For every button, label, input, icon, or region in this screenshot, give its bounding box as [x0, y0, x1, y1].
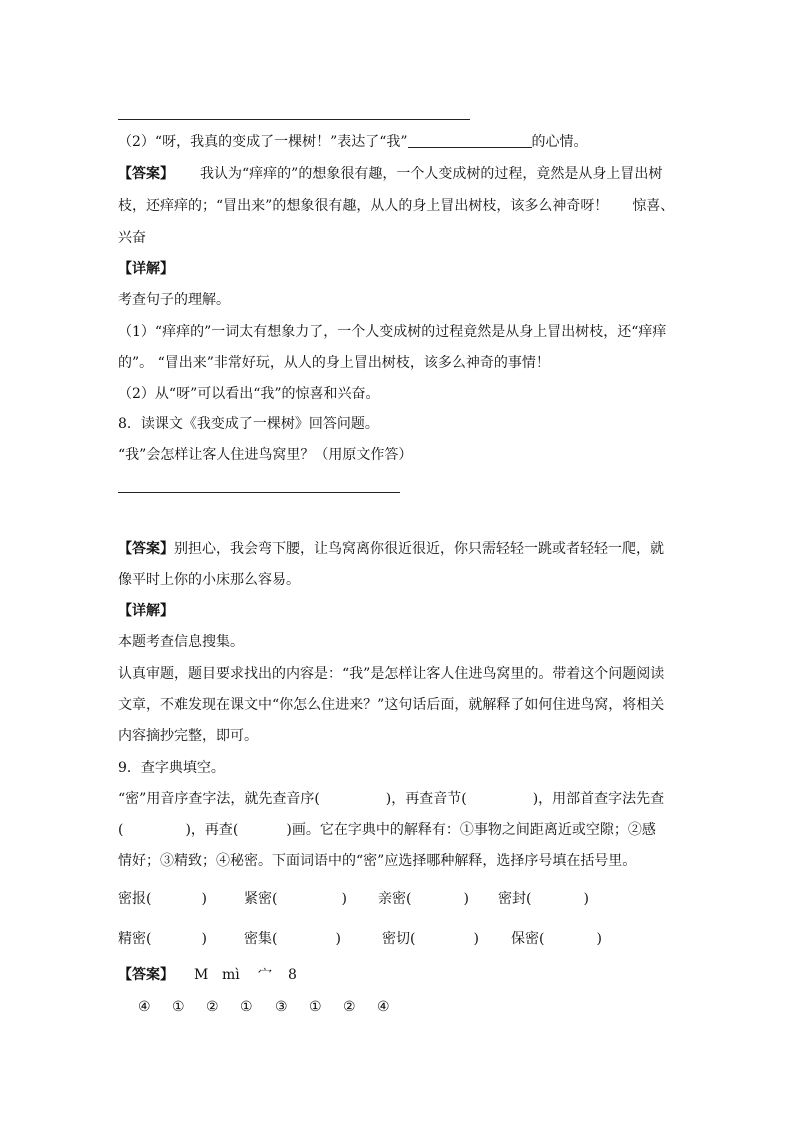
answer-label: 【答案】	[118, 967, 174, 983]
answer-label: 【答案】	[118, 541, 174, 557]
word-jingmi[interactable]	[118, 929, 207, 949]
close-paren: )	[596, 931, 602, 947]
q9-answer-yinxu: M	[194, 967, 209, 983]
q7-answer-line2	[118, 196, 674, 216]
circle-answer-2: ①	[172, 999, 185, 1015]
detail-label: 【详解】	[118, 261, 174, 277]
circle-answer-1: ④	[138, 999, 151, 1015]
close-paren: )	[335, 931, 341, 947]
q9-text: “密”用音序查字法，就先查音序(	[118, 791, 320, 807]
q8-title: 8．读课文《我变成了一棵树》回答问题。	[118, 416, 379, 432]
q7-answer-line1	[118, 164, 662, 184]
q9-answer-yinjie: mì	[222, 967, 240, 983]
detail-label: 【详解】	[118, 603, 174, 619]
q9-line2	[118, 820, 656, 840]
q9-title: 9．查字典填空。	[118, 760, 225, 776]
word-mifeng[interactable]	[498, 889, 589, 909]
q9-text: )，再查音节(	[385, 791, 467, 807]
q7-part2-prefix: （2）“呀，我真的变成了一棵树！”表达了“我”	[118, 134, 408, 150]
circle-answer-3: ②	[206, 999, 219, 1015]
q9-text: )画。它在字典中的解释有：①事物之间距离近或空隙；②感	[286, 822, 656, 838]
word-miqie[interactable]	[382, 929, 479, 949]
word-label: 密封(	[498, 891, 532, 907]
detail-line2: 文章，不难发现在课文中“你怎么住进来？”这句话后面，就解释了如何住进鸟窝，将相关	[118, 697, 665, 713]
word-label: 密集(	[244, 931, 278, 947]
word-jinmi[interactable]	[244, 889, 347, 909]
word-label: 精密(	[118, 931, 152, 947]
detail-p1-line1: （1）“痒痒的”一词太有想象力了，一个人变成树的过程竟然是从身上冒出树枝，还“痒痒	[118, 324, 667, 340]
q7-part2-blank[interactable]	[408, 133, 532, 148]
word-label: 密切(	[382, 931, 416, 947]
answer-text-tail: 惊喜、	[632, 198, 675, 214]
close-paren: )	[201, 891, 207, 907]
word-label: 密报(	[118, 891, 152, 907]
circle-answer-4: ①	[240, 999, 253, 1015]
q8-answer-line[interactable]	[118, 492, 400, 493]
close-paren: )	[201, 931, 207, 947]
q9-line1	[118, 789, 664, 809]
q9-answer-bihua: 8	[288, 967, 297, 983]
word-miji[interactable]	[244, 929, 341, 949]
q7-answer-line3: 兴奋	[118, 230, 146, 246]
circle-answer-7: ②	[343, 999, 356, 1015]
answer-text: 我认为“痒痒的”的想象很有趣，一个人变成树的过程，竟然是从身上冒出树	[200, 166, 663, 182]
q9-text: )，再查(	[185, 822, 239, 838]
detail-line1: 认真审题，题目要求找出的内容是：“我”是怎样让客人住进鸟窝里的。带着这个问题阅读	[118, 666, 665, 682]
q7-part2-suffix: 的心情。	[531, 134, 588, 150]
answer-text: 别担心，我会弯下腰，让鸟窝离你很近很近，你只需轻轻一跳或者轻轻一爬，就	[174, 541, 664, 557]
answer-line-top	[118, 119, 470, 120]
word-label: 保密(	[511, 931, 545, 947]
detail-intro: 本题考查信息搜集。	[118, 634, 244, 650]
q8-answer-line2: 像平时上你的小床那么容易。	[118, 572, 300, 588]
answer-label: 【答案】	[118, 166, 174, 182]
word-mibao[interactable]	[118, 889, 207, 909]
close-paren: )	[463, 891, 469, 907]
word-qinmi[interactable]	[378, 889, 469, 909]
circle-answer-8: ④	[377, 999, 390, 1015]
detail-p2: （2）从“呀”可以看出“我”的惊喜和兴奋。	[118, 386, 380, 402]
q8-question: “我”会怎样让客人住进鸟窝里？（用原文作答）	[118, 447, 413, 463]
word-label: 亲密(	[378, 891, 412, 907]
q9-text: )，用部首查字法先查	[532, 791, 665, 807]
circle-answer-6: ①	[309, 999, 322, 1015]
detail-intro: 考查句子的理解。	[118, 292, 230, 308]
detail-line3: 内容摘抄完整，即可。	[118, 728, 258, 744]
close-paren: )	[473, 931, 479, 947]
detail-p1-line2: 的”。 “冒出来”非常好玩，从人的身上冒出树枝，该多么神奇的事情！	[118, 355, 550, 371]
word-baomi[interactable]	[511, 929, 602, 949]
q9-line3: 情好；③精致；④秘密。下面词语中的“密”应选择哪种解释，选择序号填在括号里。	[118, 853, 637, 869]
answer-text: 枝，还痒痒的；“冒出来”的想象很有趣，从人的身上冒出树枝，该多么神奇呀！	[118, 198, 609, 214]
close-paren: )	[341, 891, 347, 907]
q8-answer-line1	[118, 539, 664, 559]
close-paren: )	[583, 891, 589, 907]
q7-part2	[118, 132, 588, 152]
word-label: 紧密(	[244, 891, 278, 907]
q9-answer-bushou: 宀	[258, 967, 272, 983]
circle-answer-5: ③	[275, 999, 288, 1015]
q9-text: (	[118, 822, 124, 838]
